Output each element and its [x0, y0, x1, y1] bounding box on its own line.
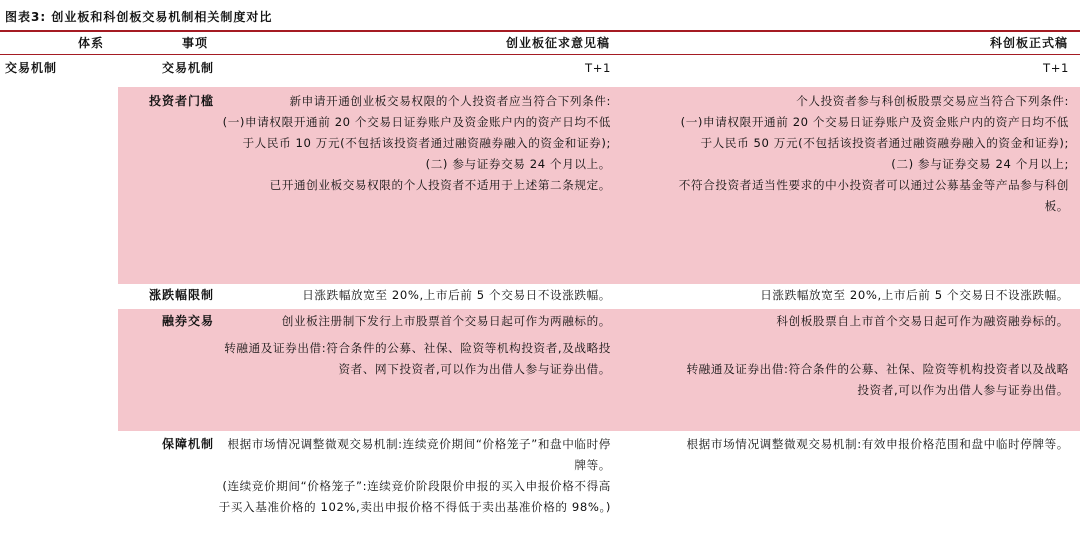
system-label: 交易机制 — [5, 61, 58, 75]
star-lending — [676, 311, 1069, 401]
star-investor — [676, 91, 1069, 217]
star-safeguard-p1: 根据市场情况调整微观交易机制:有效申报价格范围和盘中临时停牌等。 — [686, 437, 1069, 451]
chinext-investor-p1: 新申请开通创业板交易权限的个人投资者应当符合下列条件: — [289, 94, 611, 108]
row-label-lending: 融券交易 — [161, 314, 214, 328]
header-chinext: 创业板征求意见稿 — [505, 36, 610, 50]
chinext-lending — [218, 311, 611, 380]
row-label-trading: 交易机制 — [161, 61, 214, 75]
chinext-trading-text: T+1 — [585, 61, 611, 75]
star-safeguard — [676, 434, 1069, 455]
star-price-limit — [676, 285, 1069, 306]
figure-title: 图表3: 创业板和科创板交易机制相关制度对比 — [5, 10, 273, 24]
chinext-trading — [218, 58, 611, 79]
row-label-investor: 投资者门槛 — [148, 94, 214, 108]
header-item: 事项 — [182, 36, 209, 50]
star-investor-p2: (一)申请权限开通前 20 个交易日证券账户及资金账户内的资产日均不低于人民币 50 万元(不包括该投资者通过融资融券融入的资金和证券); — [680, 115, 1069, 150]
chinext-safeguard-p1: 根据市场情况调整微观交易机制:连续竞价期间“价格笼子”和盘中临时停牌等。 — [227, 437, 611, 472]
chinext-price-limit-text: 日涨跌幅放宽至 20%,上市后前 5 个交易日不设涨跌幅。 — [302, 288, 611, 302]
chinext-safeguard-p2: (连续竞价期间“价格笼子”:连续竞价阶段限价申报的买入申报价格不得高于买入基准价格的 102%,卖出申报价格不得低于卖出基准价格的 98%。) — [218, 479, 611, 514]
chinext-price-limit — [218, 285, 611, 306]
chinext-investor-p2: (一)申请权限开通前 20 个交易日证券账户及资金账户内的资产日均不低于人民币 10 万元(不包括该投资者通过融资融券融入的资金和证券); — [222, 115, 611, 150]
top-rule — [0, 30, 1080, 32]
chinext-investor-p3: (二) 参与证券交易 24 个月以上。 — [425, 157, 611, 171]
star-lending-p1: 科创板股票自上市首个交易日起可作为融资融券标的。 — [776, 314, 1069, 328]
star-investor-p3: (二) 参与证券交易 24 个月以上; — [891, 157, 1069, 171]
star-lending-p2: 转融通及证券出借:符合条件的公募、社保、险资等机构投资者以及战略投资者,可以作为出借人参与证券出借。 — [686, 362, 1069, 397]
star-trading-text: T+1 — [1043, 61, 1069, 75]
row-label-safeguard: 保障机制 — [161, 437, 214, 451]
star-investor-p4: 不符合投资者适当性要求的中小投资者可以通过公募基金等产品参与科创板。 — [678, 178, 1069, 213]
chinext-safeguard — [218, 434, 611, 518]
star-price-limit-text: 日涨跌幅放宽至 20%,上市后前 5 个交易日不设涨跌幅。 — [760, 288, 1069, 302]
star-trading — [676, 58, 1069, 79]
chinext-lending-p2: 转融通及证券出借:符合条件的公募、社保、险资等机构投资者,及战略投资者、网下投资者,可以作为出借人参与证券出借。 — [224, 341, 611, 376]
star-investor-p1: 个人投资者参与科创板股票交易应当符合下列条件: — [796, 94, 1069, 108]
row-label-price-limit: 涨跌幅限制 — [148, 288, 214, 302]
header-rule — [0, 54, 1080, 55]
chinext-investor-p4: 已开通创业板交易权限的个人投资者不适用于上述第二条规定。 — [269, 178, 611, 192]
chinext-investor — [218, 91, 611, 196]
header-system: 体系 — [78, 36, 105, 50]
chinext-lending-p1: 创业板注册制下发行上市股票首个交易日起可作为两融标的。 — [281, 314, 611, 328]
header-star: 科创板正式稿 — [989, 36, 1068, 50]
